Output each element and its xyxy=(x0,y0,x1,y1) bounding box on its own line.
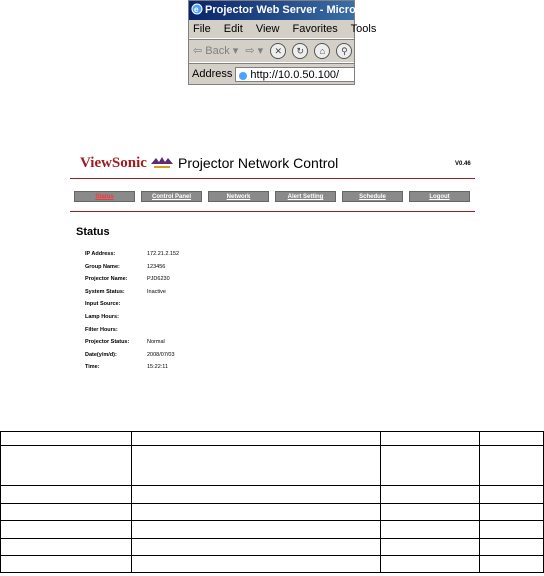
field-label: Lamp Hours: xyxy=(85,313,119,320)
main-nav xyxy=(74,191,472,202)
field-label: Input Source: xyxy=(85,301,121,308)
svg-text:e: e xyxy=(194,5,199,14)
browser-window xyxy=(188,0,377,85)
field-value: 123456 xyxy=(147,263,166,270)
browser-title: Projector Web Server - Microsoft xyxy=(205,4,376,16)
home-icon[interactable]: ⌂ xyxy=(314,43,330,59)
field-label: Group Name: xyxy=(85,263,120,270)
field-value: 172.21.2.152 xyxy=(147,251,180,257)
field-value: 15:22:11 xyxy=(147,364,169,371)
header-divider xyxy=(70,178,475,179)
table-cell xyxy=(480,539,544,556)
search-icon[interactable]: ⚲ xyxy=(336,43,352,59)
menu-view[interactable]: View xyxy=(255,23,280,35)
table-cell xyxy=(480,432,544,446)
back-button[interactable]: ⇦ Back ▾ xyxy=(193,45,239,58)
field-label: Date(y/m/d): xyxy=(85,351,117,358)
address-value: http://10.0.50.100/ xyxy=(250,68,340,81)
field-label: IP Address: xyxy=(85,251,116,257)
brand-logo: ViewSonic xyxy=(80,155,147,171)
table-row xyxy=(1,504,544,521)
table-cell xyxy=(480,486,544,504)
table-cell xyxy=(1,521,132,539)
browser-addressbar xyxy=(189,63,354,84)
menu-edit[interactable]: Edit xyxy=(223,23,243,35)
table-cell xyxy=(131,556,381,573)
table-cell xyxy=(1,446,132,486)
table-row xyxy=(1,432,544,446)
table-cell xyxy=(1,539,132,556)
field-label: System Status: xyxy=(85,288,125,295)
nav-alert-setting[interactable]: Alert Setting xyxy=(275,191,336,202)
browser-toolbar xyxy=(189,39,354,63)
menu-favorites[interactable]: Favorites xyxy=(292,23,338,35)
table-cell xyxy=(480,556,544,573)
field-value: Normal xyxy=(147,339,165,346)
menu-file[interactable]: File xyxy=(193,23,211,35)
table-cell xyxy=(131,486,381,504)
table-cell xyxy=(1,486,132,504)
field-label: Projector Name: xyxy=(85,276,128,283)
page-icon xyxy=(238,71,248,81)
table-cell xyxy=(131,539,381,556)
nav-schedule[interactable]: Schedule xyxy=(342,191,403,202)
page-title: Projector Network Control xyxy=(178,155,339,171)
table-row xyxy=(1,556,544,573)
table-cell xyxy=(381,432,480,446)
back-label: Back xyxy=(205,45,230,58)
nav-network[interactable]: Network xyxy=(208,191,269,202)
table-cell xyxy=(131,521,381,539)
refresh-icon[interactable]: ↻ xyxy=(292,43,308,59)
table-cell xyxy=(480,521,544,539)
menu-tools[interactable]: Tools xyxy=(350,23,377,35)
stop-icon[interactable]: ✕ xyxy=(270,43,286,59)
table-cell xyxy=(381,556,480,573)
field-label: Time: xyxy=(85,364,100,371)
table-cell xyxy=(131,446,381,486)
status-heading: Status xyxy=(76,226,110,238)
field-value: Inactive xyxy=(147,288,166,295)
table-cell xyxy=(381,486,480,504)
forward-button[interactable]: ⇨ ▾ xyxy=(245,45,264,58)
address-input[interactable] xyxy=(235,67,355,82)
empty-table xyxy=(0,431,544,573)
field-value: 2008/07/03 xyxy=(147,351,175,358)
nav-status[interactable]: Status xyxy=(74,191,135,202)
table-cell xyxy=(480,504,544,521)
table-cell xyxy=(131,432,381,446)
table-cell xyxy=(480,446,544,486)
table-row xyxy=(1,521,544,539)
table-cell xyxy=(381,504,480,521)
nav-divider xyxy=(70,211,475,212)
table-row xyxy=(1,539,544,556)
field-label: Projector Status: xyxy=(85,339,130,346)
table-cell xyxy=(381,539,480,556)
table-cell xyxy=(381,521,480,539)
table-cell xyxy=(131,504,381,521)
nav-control-panel[interactable]: Control Panel xyxy=(141,191,202,202)
field-value: PJD6230 xyxy=(147,276,170,283)
version-label: V0.46 xyxy=(455,161,471,167)
table-cell xyxy=(1,432,132,446)
table-cell xyxy=(1,556,132,573)
table-row xyxy=(1,486,544,504)
nav-logout[interactable]: Logout xyxy=(409,191,470,202)
table-cell xyxy=(381,446,480,486)
table-cell xyxy=(1,504,132,521)
field-label: Filter Hours: xyxy=(85,326,118,333)
table-row xyxy=(1,446,544,486)
browser-titlebar xyxy=(189,1,376,20)
ie-logo-icon xyxy=(191,3,203,15)
address-label: Address xyxy=(192,68,233,80)
birds-logo-icon xyxy=(150,155,174,169)
browser-menubar xyxy=(189,20,377,39)
